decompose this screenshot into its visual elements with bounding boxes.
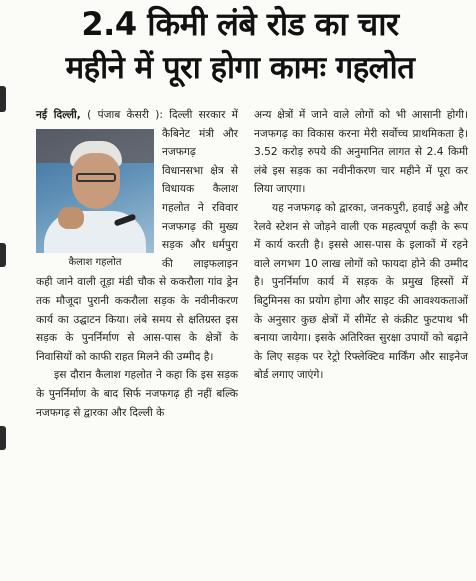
intro-body: दिल्ली सरकार में कैबिनेट मंत्री और नजफगढ़ विधानसभा क्षेत्र से विधायक कैलाश गहलोत ने रविवार नजफगढ़ की मुख्य सड़क और धर्मपुरा की लाइफलाइन कही जाने वाली तूड़ा मंडी चौक से ककरौला गांव ड्रेन तक मौजूदा पुरानी ककरौला सड़क के नवीनीकरण कार्य का उद्घाटन किया। लंबे समय से क्षतिग्रस्त इस सड़क के पुनर्निर्माण से आस-पास के क्षेत्रों के निवासियों को काफी राहत मिलने की उम्मीद है। — [36, 109, 238, 363]
headline-line-1: 2.4 किमी लंबे रोड का चार — [81, 5, 399, 43]
article-paragraph: अन्य क्षेत्रों में जाने वाले लोगों को भी आसानी होगी। नजफगढ़ का विकास करना मेरी सर्वोच्च प्राथमिकता है। 3.52 करोड़ रुपये की अनुमानित लागत से 2.4 किमी लंबे इस सड़क का नवीनीकरण चार महीने में पूरा कर लिया जाएगा। — [254, 109, 468, 196]
page-edge-mark — [0, 86, 6, 112]
article-column-left — [36, 106, 238, 422]
page-edge-mark — [0, 243, 6, 267]
headline-line-2: महीने में पूरा होगा कामः गहलोत — [65, 50, 415, 86]
article-paragraph: इस दौरान कैलाश गहलोत ने कहा कि इस सड़क के पुनर्निर्माण के बाद सिर्फ नजफगढ़ ही नहीं बल्कि नजफगढ़ से द्वारका और दिल्ली के — [36, 369, 238, 419]
news-source: ( पंजाब केसरी ): — [87, 109, 163, 121]
article-column-right — [254, 106, 468, 385]
article-paragraph: यह नजफगढ़ को द्वारका, जनकपुरी, हवाई अड्डे और रेलवे स्टेशन से जोड़ने वाली एक महत्वपूर्ण कड़ी के रूप में कार्य करती है। इससे आस-पास के इलाकों में रहने वाले लगभग 10 लाख लोगों को फायदा होने की उम्मीद है। पुनर्निर्माण कार्य में सड़क के प्रमुख हिस्सों में बिटुमिनस का प्रयोग होगा और साइट की आवश्यकताओं के अनुसार कुछ क्षेत्रों में सीमेंट से कंक्रीट फुटपाथ भी बनाया जायेगा। इसके अतिरिक्त सुरक्षा उपायों को बढ़ाने के लिए सड़क पर रेट्रो रिफ्लेक्टिव मार्किंग और साइनेज बोर्ड लगाए जाएंगे। — [254, 201, 468, 382]
article-intro — [36, 106, 238, 366]
portrait-photo — [36, 129, 154, 253]
dateline: नई दिल्ली, — [36, 109, 81, 121]
photo-box — [36, 129, 154, 271]
photo-caption: कैलाश गहलोत — [68, 256, 122, 268]
page-edge-mark — [0, 426, 6, 450]
